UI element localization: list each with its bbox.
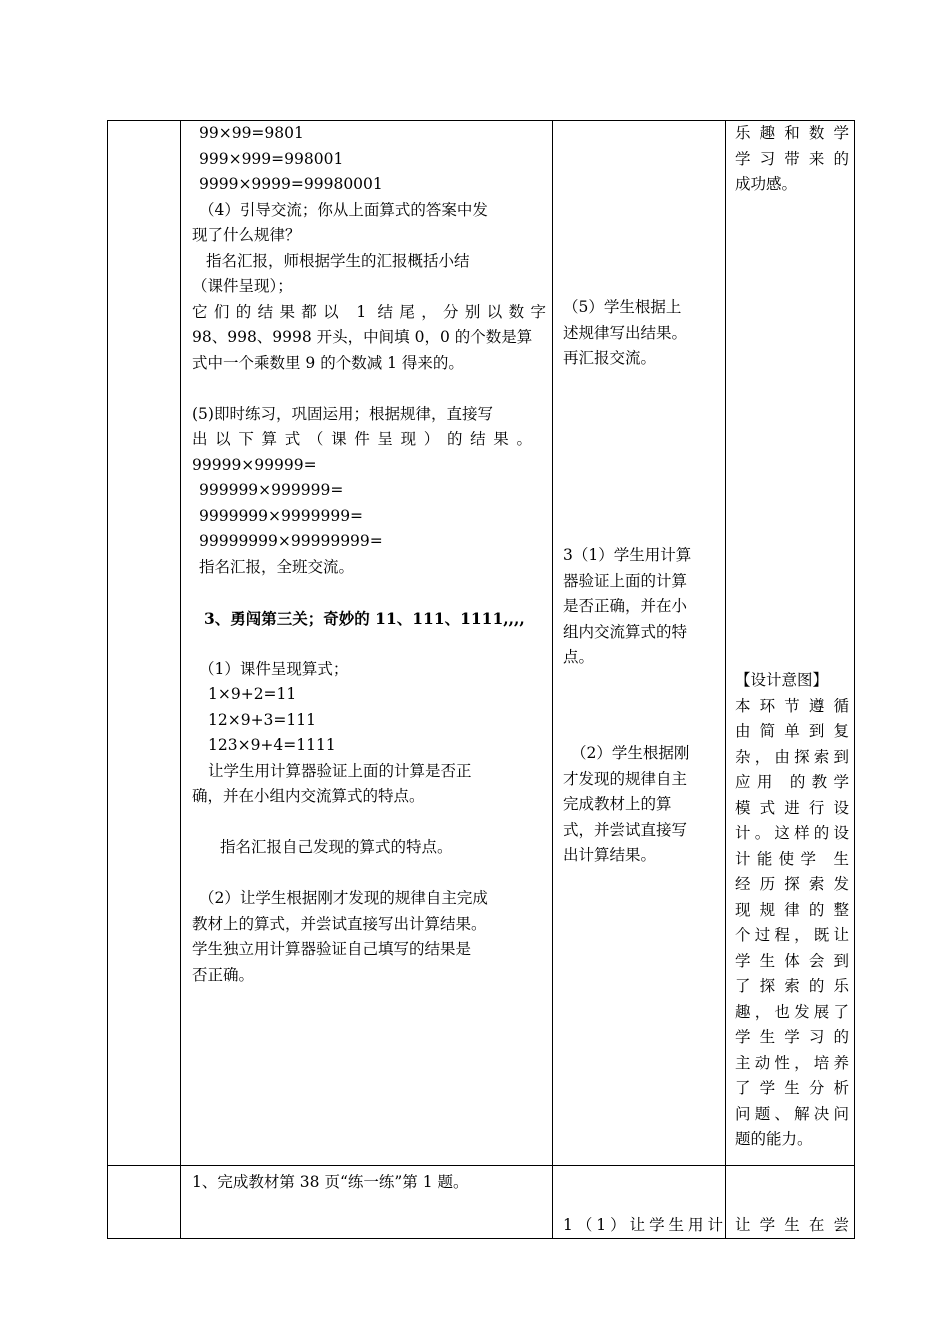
formula-line: 1×9+2=11 xyxy=(208,685,297,703)
text-line: 组内交流算式的特 xyxy=(563,622,688,641)
text-line: （课件呈现）； xyxy=(192,277,293,295)
text-line: 计能使学 生 xyxy=(735,849,849,868)
student-activity-3-1 xyxy=(563,543,723,671)
text-line: 题的能力。 xyxy=(735,1130,813,1148)
section-heading: 3、勇闯第三关；奇妙的 11、111、1111,,,, xyxy=(204,608,525,628)
design-intent-main xyxy=(735,668,849,1153)
text-line: 完成教材上的算 xyxy=(563,795,672,813)
text-line: 问题、解决问 xyxy=(735,1104,849,1123)
text-line: 是否正确，并在小 xyxy=(563,597,688,615)
text-line: 学习带来的 xyxy=(735,149,849,168)
design-intent-heading: 【设计意图】 xyxy=(735,671,829,689)
text-line: 学生学习的 xyxy=(735,1028,849,1046)
text-line: 3（1）学生用计算 xyxy=(563,546,692,564)
text-line: 指名汇报，全班交流。 xyxy=(199,557,355,576)
text-line: 式，并尝试直接写 xyxy=(563,820,688,839)
text-line: 学生体会到 xyxy=(735,951,849,970)
text-line: （2）学生根据刚 xyxy=(571,744,690,762)
practice-cell xyxy=(192,1170,546,1196)
text-line: 否正确。 xyxy=(192,965,255,984)
text-line: 出计算结果。 xyxy=(563,846,657,864)
text-line: 了学生分析 xyxy=(735,1079,849,1097)
formula-line: 999×999=998001 xyxy=(199,149,344,168)
column-divider xyxy=(725,121,726,1238)
blank-line xyxy=(192,810,546,836)
column-divider xyxy=(180,121,181,1238)
design-intent-top xyxy=(735,121,849,198)
text-line: 教材上的算式，并尝试直接写出计算结果。 xyxy=(192,914,487,933)
text-line: 让学生用计算器验证上面的计算是否正 xyxy=(208,761,472,780)
text-line: 现规律的整 xyxy=(735,900,849,919)
text-line: 杂，由探索到 xyxy=(735,747,849,766)
text-line: 计。这样的设 xyxy=(735,824,849,842)
lesson-table xyxy=(107,120,855,1239)
text-line: 由简单到复 xyxy=(735,722,849,740)
blank-line xyxy=(192,631,546,657)
text-line: 述规律写出结果。 xyxy=(563,323,688,342)
practice-design-cell xyxy=(735,1213,849,1239)
text-line: 个过程，既让 xyxy=(735,926,849,944)
formula-line: 123×9+4=1111 xyxy=(208,736,336,754)
blank-line xyxy=(192,376,546,402)
text-line: 器验证上面的计算 xyxy=(563,571,688,590)
text-line: 1（1）让学生用计 xyxy=(563,1216,723,1234)
formula-line: 99×99=9801 xyxy=(199,124,304,142)
text-line: 本环节遵循 xyxy=(735,696,849,715)
text-line: 指名汇报自己发现的算式的特点。 xyxy=(220,838,453,856)
formula-line: 9999×9999=99980001 xyxy=(199,175,383,193)
text-line: 现了什么规律？ xyxy=(192,226,301,244)
text-line: 学生独立用计算器验证自己填写的结果是 xyxy=(192,940,472,958)
text-line: 它们的结果都以 1 结尾，分别以数字 xyxy=(192,302,546,321)
formula-line: 99999999×99999999= xyxy=(199,532,383,550)
text-line: 才发现的规律自主 xyxy=(563,769,688,788)
text-line: (5)即时练习，巩固运用；根据规律，直接写 xyxy=(192,404,493,423)
blank-line xyxy=(192,580,546,606)
text-line: 98、998、9998 开头，中间填 0，0 的个数是算 xyxy=(192,328,533,346)
student-activity-5 xyxy=(563,295,723,372)
text-line: 主动性，培养 xyxy=(735,1053,849,1072)
text-line: （5）学生根据上 xyxy=(563,298,682,316)
practice-student-cell xyxy=(563,1213,723,1239)
text-line: 趣，也发展了 xyxy=(735,1002,849,1021)
text-line: 经历探索发 xyxy=(735,875,849,893)
text-line: 式中一个乘数里 9 的个数减 1 得来的。 xyxy=(192,353,464,372)
text-line: 乐趣和数学 xyxy=(735,124,849,142)
text-line: （1）课件呈现算式； xyxy=(199,659,349,678)
text-line: 指名汇报，师根据学生的汇报概括小结 xyxy=(206,251,470,270)
text-line: 成功感。 xyxy=(735,175,798,193)
text-line: 点。 xyxy=(563,648,595,666)
text-line: （4）引导交流；你从上面算式的答案中发 xyxy=(199,200,488,219)
row-divider xyxy=(108,1165,854,1166)
formula-line: 99999×99999= xyxy=(192,455,317,474)
text-line: 让学生在尝 xyxy=(735,1216,849,1234)
text-line: 了探索的乐 xyxy=(735,977,849,995)
text-line: （2）让学生根据刚才发现的规律自主完成 xyxy=(199,889,488,907)
text-line: 1、完成教材第 38 页“练一练”第 1 题。 xyxy=(192,1173,469,1191)
student-activity-3-2 xyxy=(563,741,723,869)
formula-line: 12×9+3=111 xyxy=(208,710,316,729)
text-line: 模式进行设 xyxy=(735,798,849,817)
formula-line: 999999×999999= xyxy=(199,481,344,499)
teaching-process-cell xyxy=(192,121,546,988)
text-line: 确，并在小组内交流算式的特点。 xyxy=(192,787,425,805)
column-divider xyxy=(552,121,553,1238)
text-line: 应用 的教学 xyxy=(735,773,849,791)
text-line: 再汇报交流。 xyxy=(563,349,657,367)
formula-line: 9999999×9999999= xyxy=(199,506,364,525)
blank-line xyxy=(192,861,546,887)
text-line: 出以下算式（课件呈现）的结果。 xyxy=(192,430,532,448)
